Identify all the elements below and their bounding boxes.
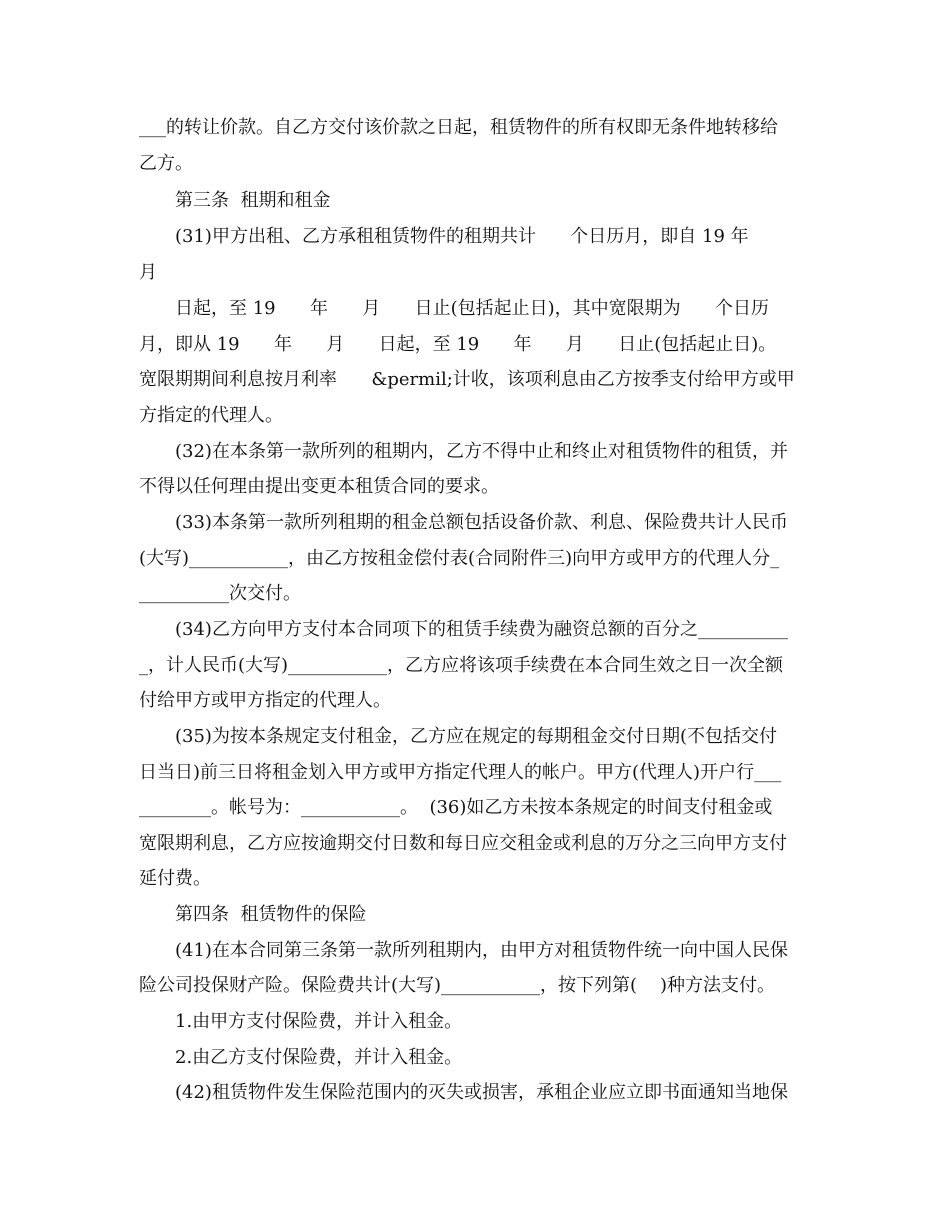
section-heading: 第四条 租赁物件的保险 <box>175 904 367 925</box>
text-line: (33)本条第一款所列租期的租金总额包括设备价款、利息、保险费共计人民币 <box>175 512 788 533</box>
text-line: 1.由甲方支付保险费，并计入租金。 <box>175 1011 463 1032</box>
text-line: ________。帐号为：___________。 (36)如乙方未按本条规定的时间支付租金或 <box>139 797 773 818</box>
text-line: (35)为按本条规定支付租金，乙方应在规定的每期租金交付日期(不包括交付 <box>175 726 777 747</box>
text-line: (31)甲方出租、乙方承租租赁物件的租期共计 个日历月，即自 19 年 <box>175 226 749 247</box>
text-line: 乙方。 <box>139 153 193 174</box>
text-line: 宽限期利息，乙方应按逾期交付日数和每日应交租金或利息的万分之三向甲方支付 <box>139 833 787 854</box>
text-line: 险公司投保财产险。保险费共计(大写)___________，按下列第( )种方法支付。 <box>139 975 775 996</box>
text-line: (34)乙方向甲方支付本合同项下的租赁手续费为融资总额的百分之__________ <box>175 619 788 640</box>
text-line: (32)在本条第一款所列的租期内，乙方不得中止和终止对租赁物件的租赁，并 <box>175 441 788 462</box>
text-line: 不得以任何理由提出变更本租赁合同的要求。 <box>139 476 499 497</box>
text-line: 月 <box>139 262 157 283</box>
text-line: 2.由乙方支付保险费，并计入租金。 <box>175 1047 463 1068</box>
text-line: (42)租赁物件发生保险范围内的灭失或损害，承租企业应立即书面通知当地保 <box>175 1082 788 1103</box>
text-line: (41)在本合同第三条第一款所列租期内，由甲方对租赁物件统一向中国人民保 <box>175 940 788 961</box>
text-line: _，计人民币(大写)___________，乙方应将该项手续费在本合同生效之日一次全额 <box>139 655 784 676</box>
text-line: 日当日)前三日将租金划入甲方或甲方指定代理人的帐户。甲方(代理人)开户行___ <box>139 762 782 783</box>
text-line: 方指定的代理人。 <box>139 405 283 426</box>
text-line: 月，即从 19 年 月 日起，至 19 年 月 日止(包括起止日)。 <box>139 334 777 355</box>
text-line: 延付费。 <box>139 868 211 889</box>
text-line: 付给甲方或甲方指定的代理人。 <box>139 690 391 711</box>
text-line: 日起，至 19 年 月 日止(包括起止日)，其中宽限期为 个日历 <box>175 298 769 319</box>
text-line: (大写)___________，由乙方按租金偿付表(合同附件三)向甲方或甲方的代理人分_ <box>139 548 780 569</box>
text-line: ___的转让价款。自乙方交付该价款之日起，租赁物件的所有权即无条件地转移给 <box>139 117 778 138</box>
text-line: 宽限期期间利息按月利率 &permil;计收，该项利息由乙方按季支付给甲方或甲 <box>139 369 795 390</box>
section-heading: 第三条 租期和租金 <box>175 190 331 211</box>
text-line: __________次交付。 <box>139 583 301 604</box>
